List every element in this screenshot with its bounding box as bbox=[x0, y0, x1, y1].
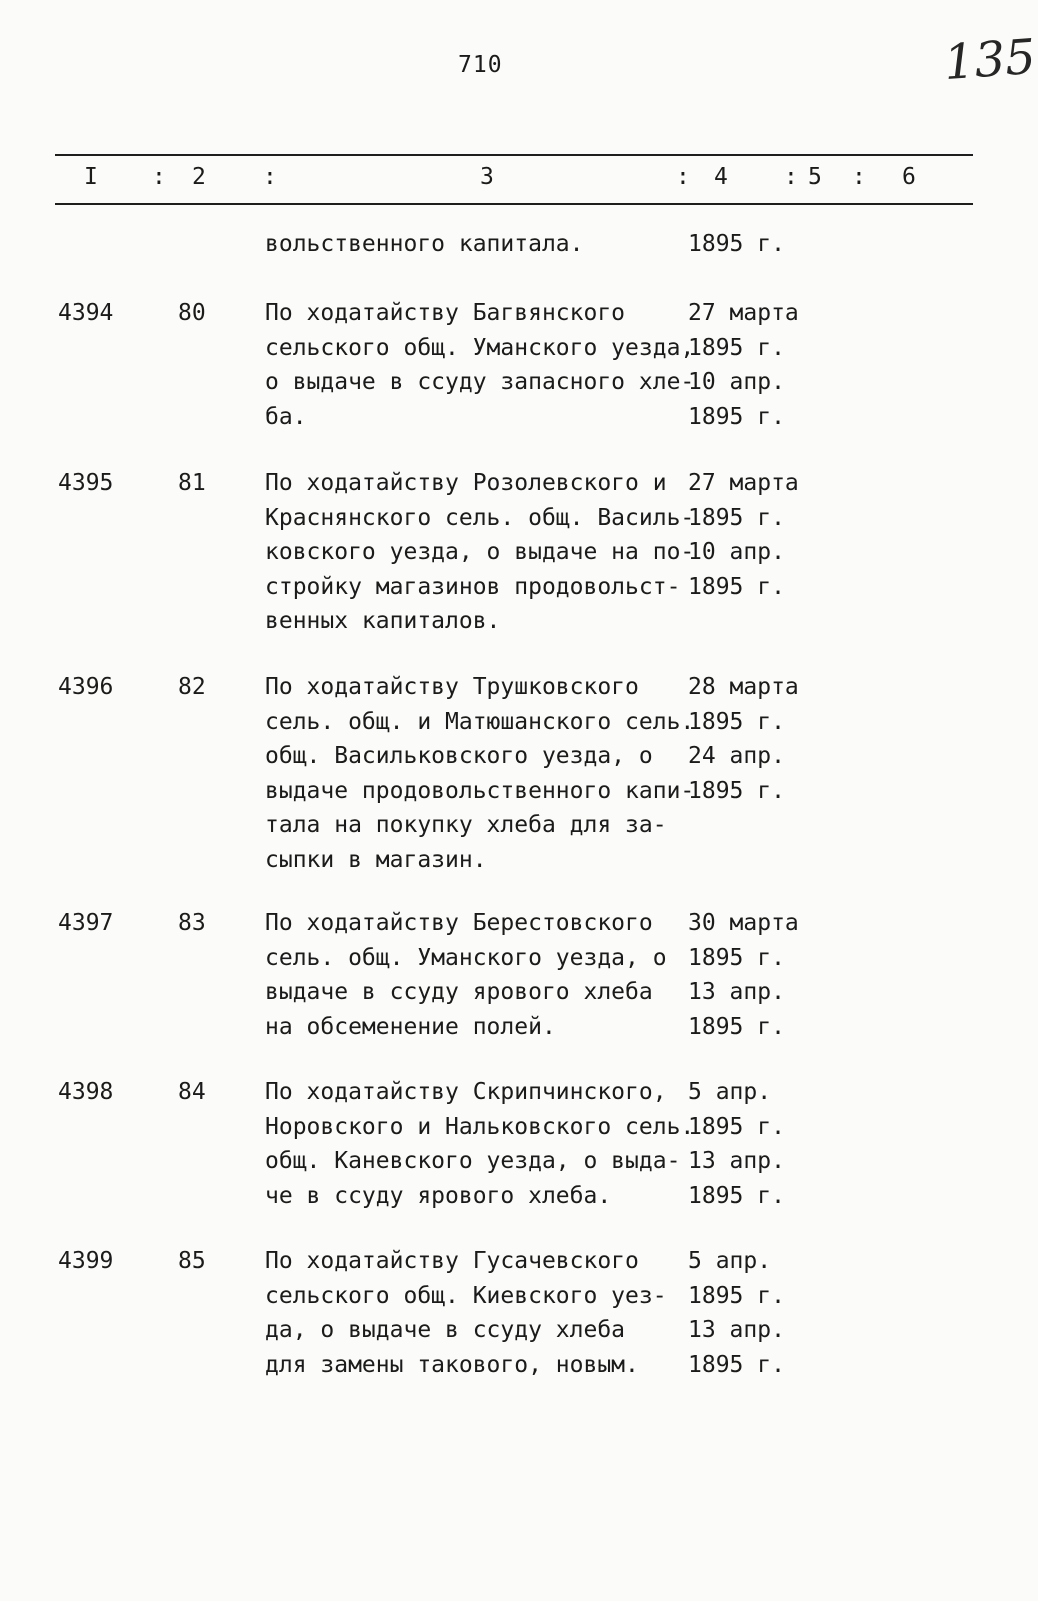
entry-dates bbox=[688, 466, 799, 604]
header-bottom-rule bbox=[55, 203, 973, 205]
entry-number: 4394 bbox=[58, 300, 114, 326]
description-line: По ходатайству Гусачевского bbox=[265, 1248, 639, 1274]
date-line: 1895 г. bbox=[688, 1282, 785, 1309]
header-sep-3: : bbox=[676, 164, 690, 190]
header-col-4: 4 bbox=[714, 164, 728, 190]
description-line: выдаче в ссуду ярового хлеба bbox=[265, 979, 653, 1005]
entry-dates bbox=[688, 227, 785, 262]
description-line: сель. общ. и Матюшанского сель. bbox=[265, 708, 695, 735]
entry-description bbox=[265, 296, 695, 434]
description-line: Краснянского сель. общ. Василь- bbox=[265, 504, 695, 531]
date-line: 1895 г. bbox=[688, 944, 785, 971]
entry-dates bbox=[688, 670, 799, 808]
date-line: 1895 г. bbox=[688, 1013, 785, 1040]
entry-number: 4397 bbox=[58, 910, 114, 936]
entry-sub-number: 84 bbox=[178, 1079, 206, 1105]
entry-dates bbox=[688, 1244, 785, 1382]
entry-dates bbox=[688, 906, 799, 1044]
description-line: сыпки в магазин. bbox=[265, 846, 487, 873]
entry-description bbox=[265, 1075, 695, 1213]
header-sep-2: : bbox=[263, 164, 277, 190]
description-line: сель. общ. Уманского уезда, о bbox=[265, 944, 667, 971]
entry-description bbox=[265, 1244, 695, 1382]
entry-description bbox=[265, 227, 695, 262]
entry-number: 4395 bbox=[58, 470, 114, 496]
entry-description bbox=[265, 670, 695, 877]
entry-sub-number: 80 bbox=[178, 300, 206, 326]
description-line: По ходатайству Скрипчинского, bbox=[265, 1079, 667, 1105]
date-line: 1895 г. bbox=[688, 573, 785, 600]
description-line: венных капиталов. bbox=[265, 608, 501, 634]
date-line: 1895 г. bbox=[688, 504, 785, 531]
page-number: 710 bbox=[458, 52, 503, 78]
date-line: 1895 г. bbox=[688, 777, 785, 804]
date-line: 5 апр. bbox=[688, 1079, 772, 1105]
handwritten-sheet-number: 135 bbox=[942, 28, 1038, 92]
date-line: 24 апр. bbox=[688, 743, 785, 769]
entry-sub-number: 82 bbox=[178, 674, 206, 700]
header-col-2: 2 bbox=[192, 164, 206, 190]
description-line: ковского уезда, о выдаче на по- bbox=[265, 539, 695, 565]
description-line: стройку магазинов продовольст- bbox=[265, 573, 681, 600]
entry-sub-number: 81 bbox=[178, 470, 206, 496]
date-line: 1895 г. bbox=[688, 334, 785, 361]
entry-dates bbox=[688, 296, 799, 434]
header-col-3: 3 bbox=[480, 164, 494, 190]
description-line: сельского общ. Киевского уез- bbox=[265, 1282, 667, 1309]
entry-description bbox=[265, 906, 695, 1044]
header-sep-1: : bbox=[152, 164, 166, 190]
header-col-6: 6 bbox=[902, 164, 916, 190]
description-line: че в ссуду ярового хлеба. bbox=[265, 1182, 612, 1209]
description-line: По ходатайству Трушковского bbox=[265, 674, 639, 700]
date-line: 27 марта bbox=[688, 300, 799, 326]
description-line: на обсеменение полей. bbox=[265, 1013, 556, 1040]
date-line: 1895 г. bbox=[688, 403, 785, 430]
description-line: о выдаче в ссуду запасного хле- bbox=[265, 369, 695, 395]
description-line: выдаче продовольственного капи- bbox=[265, 777, 695, 804]
description-line: По ходатайству Розолевского и bbox=[265, 470, 667, 496]
entry-number: 4396 bbox=[58, 674, 114, 700]
description-line: Норовского и Нальковского сель. bbox=[265, 1113, 695, 1140]
date-line: 5 апр. bbox=[688, 1248, 772, 1274]
description-line: ба. bbox=[265, 403, 307, 430]
date-line: 28 марта bbox=[688, 674, 799, 700]
description-line: По ходатайству Берестовского bbox=[265, 910, 653, 936]
date-line: 1895 г. bbox=[688, 1113, 785, 1140]
description-line: да, о выдаче в ссуду хлеба bbox=[265, 1317, 626, 1343]
date-line: 13 апр. bbox=[688, 979, 785, 1005]
header-col-5: 5 bbox=[808, 164, 822, 190]
date-line: 1895 г. bbox=[688, 231, 785, 257]
entry-sub-number: 83 bbox=[178, 910, 206, 936]
entry-sub-number: 85 bbox=[178, 1248, 206, 1274]
description-line: для замены такового, новым. bbox=[265, 1351, 639, 1378]
entry-description bbox=[265, 466, 695, 639]
date-line: 1895 г. bbox=[688, 1351, 785, 1378]
entry-number: 4398 bbox=[58, 1079, 114, 1105]
description-line: По ходатайству Багвянского bbox=[265, 300, 626, 326]
description-line: общ. Васильковского уезда, о bbox=[265, 743, 653, 769]
header-top-rule bbox=[55, 154, 973, 156]
date-line: 1895 г. bbox=[688, 1182, 785, 1209]
date-line: 10 апр. bbox=[688, 369, 785, 395]
date-line: 1895 г. bbox=[688, 708, 785, 735]
description-line: тала на покупку хлеба для за- bbox=[265, 812, 667, 838]
date-line: 13 апр. bbox=[688, 1148, 785, 1174]
date-line: 13 апр. bbox=[688, 1317, 785, 1343]
date-line: 27 марта bbox=[688, 470, 799, 496]
header-sep-4: : bbox=[784, 164, 798, 190]
entry-number: 4399 bbox=[58, 1248, 114, 1274]
description-line: вольственного капитала. bbox=[265, 231, 584, 257]
date-line: 10 апр. bbox=[688, 539, 785, 565]
header-sep-5: : bbox=[852, 164, 866, 190]
header-col-1: I bbox=[84, 164, 98, 190]
description-line: сельского общ. Уманского уезда, bbox=[265, 334, 695, 361]
date-line: 30 марта bbox=[688, 910, 799, 936]
description-line: общ. Каневского уезда, о выда- bbox=[265, 1148, 681, 1174]
entry-dates bbox=[688, 1075, 785, 1213]
